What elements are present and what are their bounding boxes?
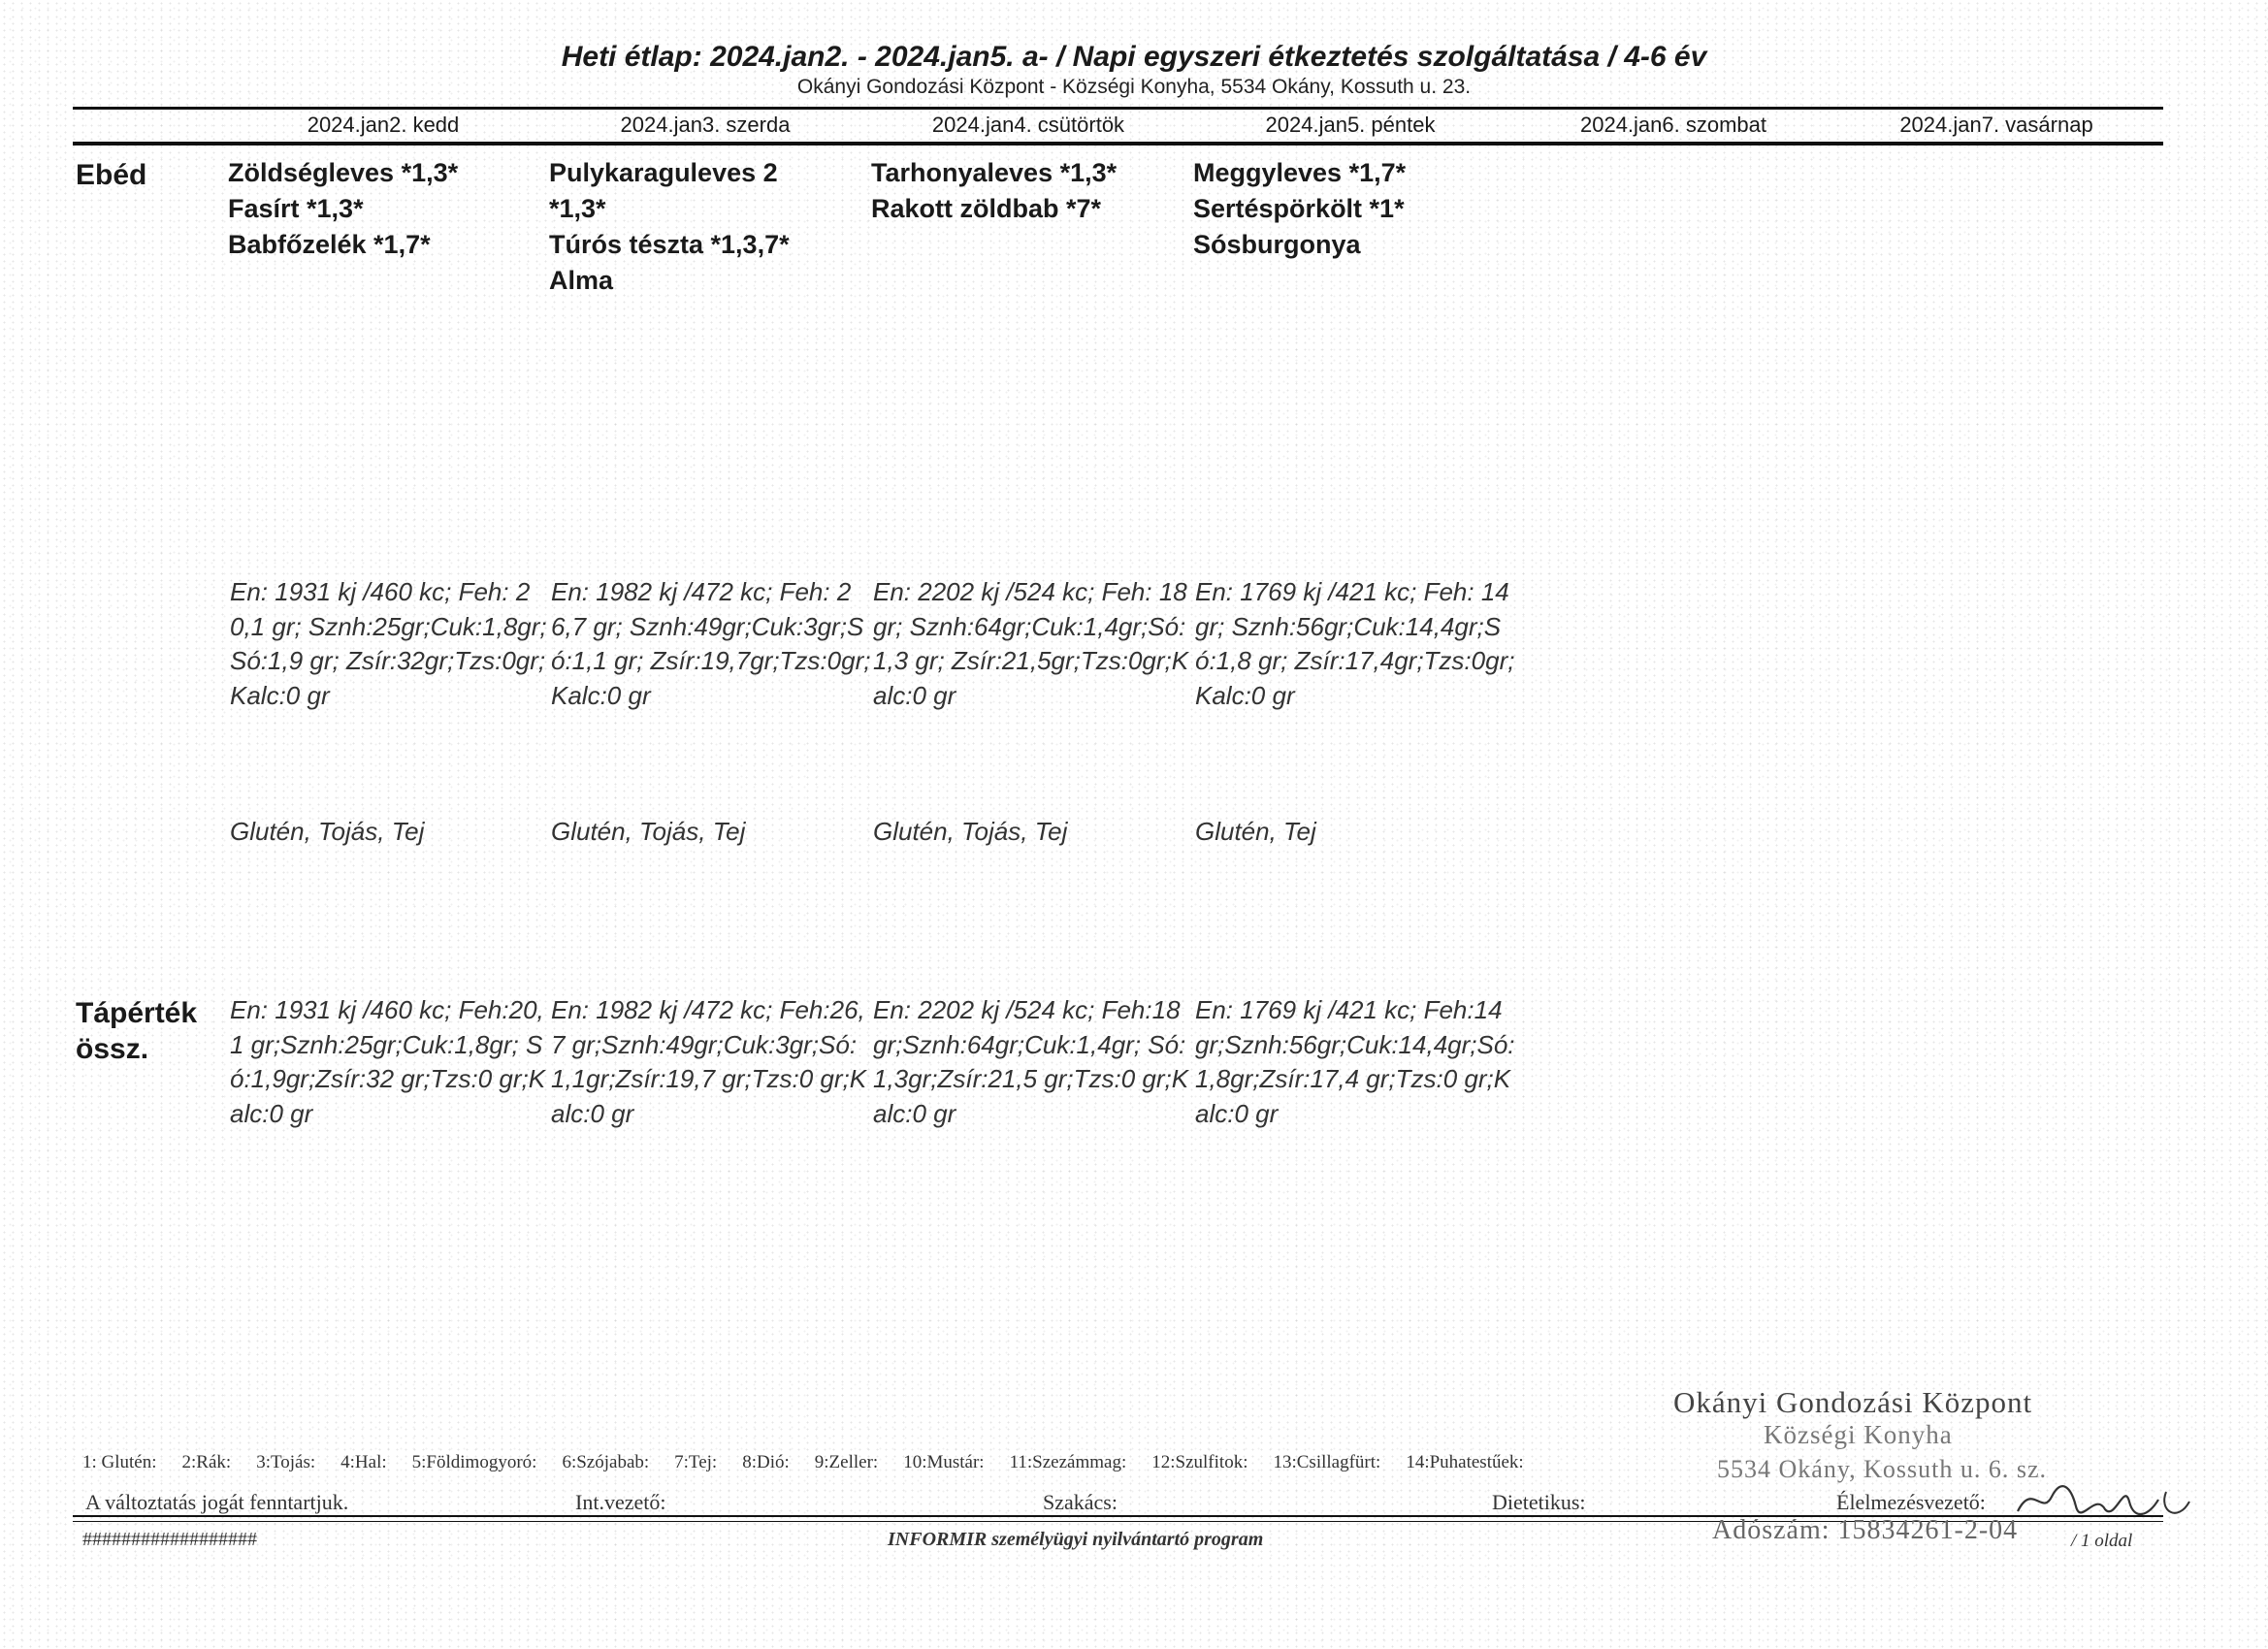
legend-item: 6:Szójabab:	[562, 1452, 650, 1472]
stamp-line-1: Okányi Gondozási Központ	[1673, 1385, 2033, 1419]
dishes-day-3	[871, 155, 1191, 227]
day-header-thu: 2024.jan4. csütörtök	[931, 113, 1125, 137]
dietitian-label: Dietetikus:	[1492, 1490, 1586, 1514]
legend-item: 5:Földimogyoró:	[411, 1452, 537, 1472]
total-day-1: En: 1931 kj /460 kc; Feh:20,1 gr;Sznh:25gr;Cuk:1,8gr; Só:1,9gr;Zsír:32 gr;Tzs:0 gr;Kalc:0 gr	[230, 995, 546, 1128]
nutrition-day-2: En: 1982 kj /472 kc; Feh: 26,7 gr; Sznh:49gr;Cuk:3gr;Só:1,1 gr; Zsír:19,7gr;Tzs:0gr;Kalc:0 gr	[551, 577, 871, 710]
dish: Túrós tészta *1,3,7*	[549, 230, 790, 259]
row-label-line: Tápérték	[76, 997, 198, 1029]
stamp-tax-number: Adószám: 15834261-2-04	[1712, 1515, 2019, 1545]
stamp-line-3: 5534 Okány, Kossuth u. 6. sz.	[1717, 1455, 2048, 1483]
menu-title: Heti étlap: 2024.jan2. - 2024.jan5. a- / Napi egyszeri étkeztetés szolgáltatása / 4-6 év	[561, 41, 1707, 73]
allergen-legend	[82, 1452, 2120, 1473]
program-name: INFORMIR személyügyi nyilvántartó program	[888, 1529, 1264, 1550]
day-header-wed: 2024.jan3. szerda	[620, 113, 791, 137]
legend-item: 11:Szezámmag:	[1009, 1452, 1127, 1472]
rights-note: A változtatás jogát fenntartjuk.	[85, 1490, 349, 1514]
allergens-day-2: Glutén, Tojás, Tej	[551, 817, 746, 846]
total-day-3: En: 2202 kj /524 kc; Feh:18 gr;Sznh:64gr;Cuk:1,4gr; Só:1,3gr;Zsír:21,5 gr;Tzs:0 gr;Kalc:0 gr	[873, 995, 1189, 1128]
dish: Tarhonyaleves *1,3*	[871, 158, 1118, 187]
day-header-sun: 2024.jan7. vasárnap	[1899, 113, 2093, 137]
legend-item: 8:Dió:	[742, 1452, 790, 1472]
row-label-lunch: Ebéd	[76, 159, 147, 191]
legend-item: 3:Tojás:	[256, 1452, 316, 1472]
legend-item: 9:Zeller:	[814, 1452, 879, 1472]
catering-head-label: Élelmezésvezető:	[1836, 1490, 1986, 1514]
page-number: / 1 oldal	[2071, 1531, 2133, 1551]
total-day-4: En: 1769 kj /421 kc; Feh:14 gr;Sznh:56gr;Cuk:14,4gr;Só:1,8gr;Zsír:17,4 gr;Tzs:0 gr;Kalc:0 gr	[1195, 995, 1515, 1128]
dish: Pulykaraguleves 2	[549, 158, 778, 187]
handwritten-signature	[2013, 1472, 2197, 1531]
dish: Sertéspörkölt *1*	[1193, 194, 1405, 223]
dish: Fasírt *1,3*	[228, 194, 364, 223]
legend-item: 14:Puhatestűek:	[1406, 1452, 1524, 1472]
dishes-day-1	[228, 155, 548, 263]
institution-head-label: Int.vezető:	[575, 1490, 666, 1514]
legend-item: 7:Tej:	[674, 1452, 718, 1472]
legend-item: 13:Csillagfürt:	[1273, 1452, 1381, 1472]
dish: Rakott zöldbab *7*	[871, 194, 1102, 223]
masked-field: ##################	[82, 1529, 257, 1550]
dish: Sósburgonya	[1193, 230, 1361, 259]
nutrition-day-1: En: 1931 kj /460 kc; Feh: 20,1 gr; Sznh:25gr;Cuk:1,8gr;Só:1,9 gr; Zsír:32gr;Tzs:0gr;Kalc:0 gr	[230, 577, 547, 710]
header-top-rule	[73, 107, 2163, 110]
header-bottom-rule	[73, 142, 2163, 146]
allergens-day-3: Glutén, Tojás, Tej	[873, 817, 1068, 846]
legend-item: 2:Rák:	[181, 1452, 232, 1472]
row-label-nutrition-total	[76, 995, 197, 1067]
allergens-day-1: Glutén, Tojás, Tej	[230, 817, 425, 846]
kitchen-address: Okányi Gondozási Központ - Községi Konyha, 5534 Okány, Kossuth u. 23.	[796, 76, 1472, 98]
legend-item: 1: Glutén:	[82, 1452, 157, 1472]
dish: Zöldségleves *1,3*	[228, 158, 459, 187]
allergens-day-4: Glutén, Tej	[1195, 817, 1316, 846]
legend-item: 4:Hal:	[340, 1452, 387, 1472]
dish: *1,3*	[549, 194, 606, 223]
day-header-tue: 2024.jan2. kedd	[307, 113, 460, 137]
legend-item: 12:Szulfitok:	[1151, 1452, 1248, 1472]
dish: Alma	[549, 266, 614, 295]
dishes-day-2	[549, 155, 869, 299]
day-header-sat: 2024.jan6. szombat	[1579, 113, 1767, 137]
day-header-fri: 2024.jan5. péntek	[1265, 113, 1436, 137]
total-day-2: En: 1982 kj /472 kc; Feh:26,7 gr;Sznh:49gr;Cuk:3gr;Só:1,1gr;Zsír:19,7 gr;Tzs:0 gr;Kalc:0 gr	[551, 995, 867, 1128]
stamp-line-2: Községi Konyha	[1764, 1420, 1953, 1449]
row-label-line: össz.	[76, 1033, 149, 1065]
nutrition-day-4: En: 1769 kj /421 kc; Feh: 14 gr; Sznh:56gr;Cuk:14,4gr;Só:1,8 gr; Zsír:17,4gr;Tzs:0gr;Kalc:0 gr	[1195, 577, 1515, 710]
dishes-day-4	[1193, 155, 1513, 263]
dish: Babfőzelék *1,7*	[228, 230, 431, 259]
legend-item: 10:Mustár:	[903, 1452, 985, 1472]
cook-label: Szakács:	[1043, 1490, 1118, 1514]
nutrition-day-3: En: 2202 kj /524 kc; Feh: 18 gr; Sznh:64gr;Cuk:1,4gr;Só:1,3 gr; Zsír:21,5gr;Tzs:0gr;Kalc:0 gr	[873, 577, 1189, 710]
dish: Meggyleves *1,7*	[1193, 158, 1407, 187]
